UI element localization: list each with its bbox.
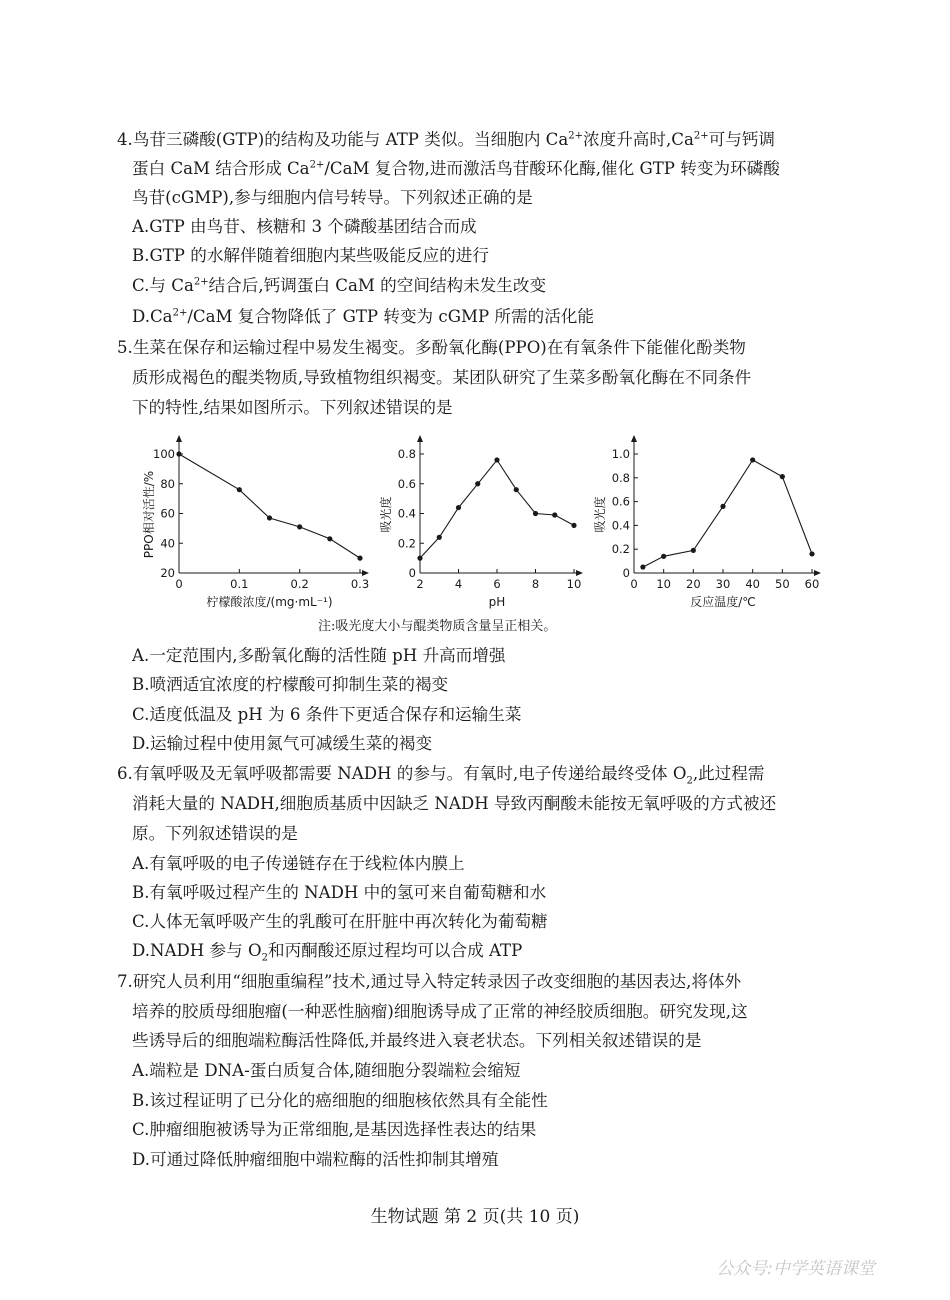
series-line bbox=[643, 460, 812, 567]
data-point bbox=[809, 551, 814, 556]
data-point bbox=[297, 524, 302, 529]
q7-option-d: D.可通过降低肿瘤细胞中端粒酶的活性抑制其增殖 bbox=[132, 1150, 499, 1169]
q7-option-c: C.肿瘤细胞被诱导为正常细胞,是基因选择性表达的结果 bbox=[132, 1120, 537, 1139]
q5-stem-line3: 下的特性,结果如图所示。下列叙述错误的是 bbox=[132, 398, 453, 417]
y-axis-arrow bbox=[631, 435, 637, 442]
data-point bbox=[533, 511, 538, 516]
y-tick-label: 0.6 bbox=[611, 494, 630, 509]
q4-stem-line2: 蛋白 CaM 结合形成 $Ca^{2+}$/CaM 复合物,进而激活鸟苷酸环化酶,催化 GTP 转变为环磷酸 bbox=[132, 159, 780, 178]
q5-option-a: A.一定范围内,多酚氧化酶的活性随 pH 升高而增强 bbox=[132, 646, 506, 665]
y-axis-label: 吸光度 bbox=[593, 496, 607, 533]
x-axis-label: 柠檬酸浓度/(mg·mL⁻¹) bbox=[206, 595, 333, 609]
x-tick-label: 0.3 bbox=[350, 577, 370, 591]
y-tick-label: 80 bbox=[160, 476, 175, 491]
q5-option-d: D.运输过程中使用氮气可减缓生菜的褐变 bbox=[132, 734, 433, 753]
data-point bbox=[720, 504, 725, 509]
y-tick-label: 60 bbox=[160, 506, 175, 521]
data-point bbox=[691, 548, 696, 553]
x-axis-label: pH bbox=[488, 595, 506, 609]
y-tick-label: 0.4 bbox=[397, 506, 416, 521]
q5-stem-line2: 质形成褐色的醌类物质,导致植物组织褐变。某团队研究了生菜多酚氧化酶在不同条件 bbox=[132, 368, 752, 387]
q6-option-c: C.人体无氧呼吸产生的乳酸可在肝脏中再次转化为葡萄糖 bbox=[132, 912, 548, 931]
series-line bbox=[420, 460, 574, 558]
q7-stem-line1: 7.研究人员利用“细胞重编程”技术,通过导入特定转录因子改变细胞的基因表达,将体外 bbox=[117, 972, 742, 991]
y-tick-label: 0.8 bbox=[611, 470, 630, 485]
y-tick-label: 40 bbox=[160, 536, 175, 551]
q5-charts-svg bbox=[142, 428, 830, 613]
q5-stem-line1: 5.生菜在保存和运输过程中易发生褐变。多酚氧化酶(PPO)在有氧条件下能催化酚类物 bbox=[117, 338, 746, 357]
data-point bbox=[267, 515, 272, 520]
x-tick-label: 10 bbox=[566, 577, 582, 591]
data-point bbox=[237, 487, 242, 492]
q5-figure-note: 注:吸光度大小与醌类物质含量呈正相关。 bbox=[318, 619, 557, 634]
y-tick-label: 0.2 bbox=[397, 536, 416, 551]
q6-option-a: A.有氧呼吸的电子传递链存在于线粒体内膜上 bbox=[132, 854, 465, 873]
y-tick-label: 0.6 bbox=[397, 476, 416, 491]
y-axis-label: 吸光度 bbox=[379, 496, 393, 533]
page-footer: 生物试题 第 2 页(共 10 页) bbox=[370, 1207, 580, 1227]
q7-stem-line3: 些诱导后的细胞端粒酶活性降低,并最终进入衰老状态。下列相关叙述错误的是 bbox=[132, 1031, 702, 1050]
q6-option-b: B.有氧呼吸过程产生的 NADH 中的氢可来自葡萄糖和水 bbox=[132, 883, 547, 902]
data-point bbox=[417, 556, 422, 561]
q4-option-d: $D.Ca^{2+}$/CaM 复合物降低了 GTP 转变为 cGMP 所需的活化能 bbox=[132, 307, 594, 326]
y-tick-label: 0.4 bbox=[611, 518, 630, 533]
chart-3 bbox=[592, 435, 821, 609]
y-tick-label: 20 bbox=[160, 566, 175, 580]
data-point bbox=[750, 457, 755, 462]
y-axis-label: PPO相对活性/% bbox=[142, 470, 156, 559]
x-axis-label: 反应温度/℃ bbox=[690, 595, 756, 609]
data-point bbox=[552, 512, 557, 517]
data-point bbox=[327, 536, 332, 541]
data-point bbox=[780, 474, 785, 479]
data-point bbox=[357, 556, 362, 561]
y-tick-label: 0.8 bbox=[397, 447, 416, 461]
q7-option-a: A.端粒是 DNA-蛋白质复合体,随细胞分裂端粒会缩短 bbox=[132, 1061, 521, 1080]
q6-stem-line1: 6.有氧呼吸及无氧呼吸都需要 NADH 的参与。有氧时,电子传递给最终受体 $O_2$,此过程需 bbox=[117, 764, 765, 787]
data-point bbox=[475, 481, 480, 486]
y-axis-arrow bbox=[176, 435, 182, 442]
data-point bbox=[640, 564, 645, 569]
q6-stem-line2: 消耗大量的 NADH,细胞质基质中因缺乏 NADH 导致丙酮酸未能按无氧呼吸的方式被还 bbox=[132, 794, 777, 813]
y-tick-label: 0 bbox=[408, 566, 416, 580]
q6-stem-line3: 原。下列叙述错误的是 bbox=[132, 824, 298, 843]
y-tick-label: 0.2 bbox=[611, 542, 630, 557]
x-tick-label: 60 bbox=[804, 577, 820, 591]
data-point bbox=[571, 523, 576, 528]
q5-figure bbox=[142, 428, 830, 613]
q4-option-c: C.与 $Ca^{2+}$结合后,钙调蛋白 CaM 的空间结构未发生改变 bbox=[132, 276, 547, 295]
x-tick-label: 4 bbox=[454, 577, 463, 591]
q6-option-d: D.NADH 参与 $O_2$和丙酮酸还原过程均可以合成 ATP bbox=[132, 941, 523, 964]
watermark: 公众号:中学英语课堂 bbox=[716, 1259, 875, 1279]
x-tick-label: 0.1 bbox=[230, 577, 249, 591]
q4-stem-line3: 鸟苷(cGMP),参与细胞内信号转导。下列叙述正确的是 bbox=[132, 188, 533, 207]
q4-option-a: A.GTP 由鸟苷、核糖和 3 个磷酸基团结合而成 bbox=[132, 217, 477, 236]
chart-1 bbox=[141, 435, 369, 609]
data-point bbox=[437, 535, 442, 540]
x-tick-label: 50 bbox=[775, 577, 790, 591]
x-axis-arrow bbox=[362, 570, 369, 576]
x-tick-label: 0 bbox=[175, 577, 183, 591]
x-tick-label: 8 bbox=[531, 577, 540, 591]
data-point bbox=[661, 554, 666, 559]
y-tick-label: 0 bbox=[622, 566, 630, 580]
x-tick-label: 40 bbox=[745, 577, 760, 591]
x-tick-label: 0 bbox=[630, 577, 638, 591]
y-tick-label: 1.0 bbox=[611, 447, 630, 461]
x-tick-label: 0.2 bbox=[290, 577, 309, 591]
x-tick-label: 2 bbox=[416, 577, 424, 591]
x-tick-label: 10 bbox=[656, 577, 671, 591]
y-axis-arrow bbox=[417, 435, 423, 442]
q5-option-c: C.适度低温及 pH 为 6 条件下更适合保存和运输生菜 bbox=[132, 705, 522, 724]
q7-option-b: B.该过程证明了已分化的癌细胞的细胞核依然具有全能性 bbox=[132, 1091, 548, 1110]
data-point bbox=[456, 505, 461, 510]
x-axis-arrow bbox=[814, 570, 821, 576]
data-point bbox=[494, 457, 499, 462]
y-tick-label: 100 bbox=[153, 447, 175, 461]
q4-stem-line1: 4.鸟苷三磷酸(GTP)的结构及功能与 ATP 类似。当细胞内 $Ca^{2+}$浓度升高时$,Ca^{2+}$可与钙调 bbox=[117, 130, 775, 149]
x-tick-label: 30 bbox=[715, 577, 731, 591]
q5-option-b: B.喷洒适宜浓度的柠檬酸可抑制生菜的褐变 bbox=[132, 675, 449, 694]
q7-stem-line2: 培养的胶质母细胞瘤(一种恶性脑瘤)细胞诱导成了正常的神经胶质细胞。研究发现,这 bbox=[132, 1002, 748, 1021]
x-tick-label: 6 bbox=[493, 577, 501, 591]
x-tick-label: 20 bbox=[686, 577, 701, 591]
series-line bbox=[179, 454, 360, 558]
chart-2 bbox=[378, 435, 583, 609]
data-point bbox=[514, 487, 519, 492]
q4-option-b: B.GTP 的水解伴随着细胞内某些吸能反应的进行 bbox=[132, 246, 489, 265]
x-axis-arrow bbox=[576, 570, 583, 576]
data-point bbox=[176, 451, 181, 456]
